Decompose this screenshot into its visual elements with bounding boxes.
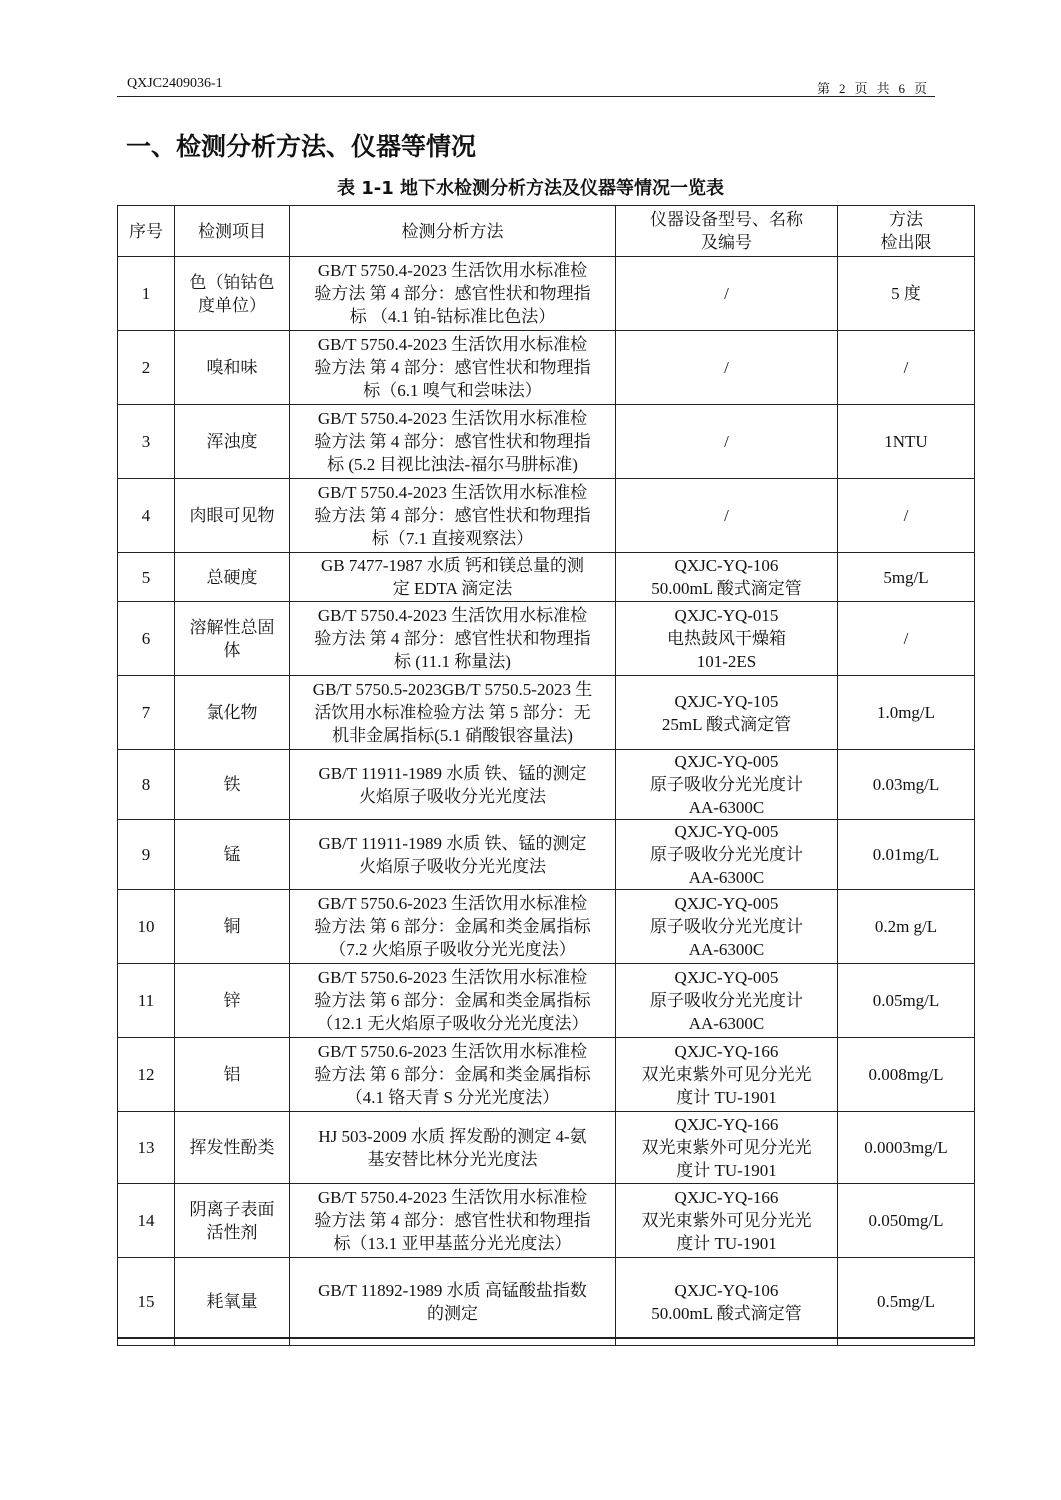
cell-seq: 2 xyxy=(118,331,175,405)
cell-seq: 11 xyxy=(118,964,175,1038)
cell-method: GB/T 5750.5-2023GB/T 5750.5-2023 生 活饮用水标准检验方法 第 5 部分：无 机非金属指标(5.1 硝酸银容量法) xyxy=(290,676,616,750)
cell-method: GB/T 5750.6-2023 生活饮用水标准检 验方法 第 6 部分：金属和类金属指标 （7.2 火焰原子吸收分光光度法） xyxy=(290,890,616,964)
table-row xyxy=(118,405,975,479)
cell-item: 锰 xyxy=(175,820,290,890)
table-header-row xyxy=(118,206,975,257)
cell-seq: 10 xyxy=(118,890,175,964)
cell-detection-limit: / xyxy=(838,602,975,676)
cell-item: 浑浊度 xyxy=(175,405,290,479)
cell-detection-limit: 0.050mg/L xyxy=(838,1184,975,1258)
cell-method: GB/T 5750.4-2023 生活饮用水标准检 验方法 第 4 部分：感官性状和物理指 标 （4.1 铂-钴标准比色法） xyxy=(290,257,616,331)
table-row xyxy=(118,964,975,1038)
table-row xyxy=(118,1038,975,1112)
cell-instrument: / xyxy=(616,405,838,479)
cell-detection-limit: 0.01mg/L xyxy=(838,820,975,890)
cell-seq: 1 xyxy=(118,257,175,331)
cell-instrument: QXJC-YQ-005 原子吸收分光光度计 AA-6300C xyxy=(616,750,838,820)
table-title: 表 1-1 地下水检测分析方法及仪器等情况一览表 xyxy=(336,178,725,199)
cell-detection-limit: 0.008mg/L xyxy=(838,1038,975,1112)
table-body xyxy=(118,257,975,1346)
cell-seq: 8 xyxy=(118,750,175,820)
cell-seq: 15 xyxy=(118,1258,175,1346)
cell-detection-limit: 0.2m g/L xyxy=(838,890,975,964)
cell-item: 耗氧量 xyxy=(175,1258,290,1346)
cell-seq: 13 xyxy=(118,1112,175,1184)
table-row xyxy=(118,1112,975,1184)
cell-method: GB/T 11911-1989 水质 铁、锰的测定 火焰原子吸收分光光度法 xyxy=(290,820,616,890)
table-row xyxy=(118,331,975,405)
section-title: 一、检测分析方法、仪器等情况 xyxy=(126,132,477,161)
cell-method: GB/T 5750.4-2023 生活饮用水标准检 验方法 第 4 部分：感官性状和物理指 标（13.1 亚甲基蓝分光光度法） xyxy=(290,1184,616,1258)
cell-item: 氯化物 xyxy=(175,676,290,750)
cell-instrument: QXJC-YQ-106 50.00mL 酸式滴定管 xyxy=(616,1258,838,1346)
page-number: 第 2 页 共 6 页 xyxy=(816,81,930,96)
cell-detection-limit: 1.0mg/L xyxy=(838,676,975,750)
header-seq: 序号 xyxy=(118,206,175,257)
cell-instrument: QXJC-YQ-106 50.00mL 酸式滴定管 xyxy=(616,553,838,602)
cell-method: GB/T 11911-1989 水质 铁、锰的测定 火焰原子吸收分光光度法 xyxy=(290,750,616,820)
table-row xyxy=(118,1184,975,1258)
cell-detection-limit: / xyxy=(838,331,975,405)
cell-method: GB/T 5750.6-2023 生活饮用水标准检 验方法 第 6 部分：金属和类金属指标 （4.1 铬天青 S 分光光度法） xyxy=(290,1038,616,1112)
header-detection-limit: 方法 检出限 xyxy=(838,206,975,257)
cell-seq: 12 xyxy=(118,1038,175,1112)
cell-instrument: QXJC-YQ-166 双光束紫外可见分光光 度计 TU-1901 xyxy=(616,1184,838,1258)
cell-detection-limit: / xyxy=(838,479,975,553)
cell-instrument: / xyxy=(616,479,838,553)
table-row xyxy=(118,479,975,553)
cell-seq: 6 xyxy=(118,602,175,676)
table-row xyxy=(118,602,975,676)
cell-detection-limit: 0.03mg/L xyxy=(838,750,975,820)
table-row xyxy=(118,257,975,331)
cell-item: 挥发性酚类 xyxy=(175,1112,290,1184)
cell-method: GB/T 5750.6-2023 生活饮用水标准检 验方法 第 6 部分：金属和类金属指标 （12.1 无火焰原子吸收分光光度法） xyxy=(290,964,616,1038)
cell-detection-limit: 1NTU xyxy=(838,405,975,479)
cell-instrument: QXJC-YQ-005 原子吸收分光光度计 AA-6300C xyxy=(616,964,838,1038)
cell-method: GB/T 11892-1989 水质 高锰酸盐指数 的测定 xyxy=(290,1258,616,1346)
cell-method: GB/T 5750.4-2023 生活饮用水标准检 验方法 第 4 部分：感官性状和物理指 标（6.1 嗅气和尝味法） xyxy=(290,331,616,405)
cell-detection-limit: 0.05mg/L xyxy=(838,964,975,1038)
cell-item: 溶解性总固 体 xyxy=(175,602,290,676)
cell-detection-limit: 0.5mg/L xyxy=(838,1258,975,1346)
cell-instrument: QXJC-YQ-015 电热鼓风干燥箱 101-2ES xyxy=(616,602,838,676)
cell-seq: 5 xyxy=(118,553,175,602)
table-bottom-rule xyxy=(117,1337,974,1339)
cell-instrument: QXJC-YQ-166 双光束紫外可见分光光 度计 TU-1901 xyxy=(616,1112,838,1184)
table-row xyxy=(118,750,975,820)
cell-item: 铁 xyxy=(175,750,290,820)
cell-seq: 4 xyxy=(118,479,175,553)
cell-item: 铝 xyxy=(175,1038,290,1112)
cell-detection-limit: 5mg/L xyxy=(838,553,975,602)
cell-method: GB 7477-1987 水质 钙和镁总量的测 定 EDTA 滴定法 xyxy=(290,553,616,602)
cell-item: 嗅和味 xyxy=(175,331,290,405)
table-row xyxy=(118,553,975,602)
cell-detection-limit: 0.0003mg/L xyxy=(838,1112,975,1184)
cell-method: HJ 503-2009 水质 挥发酚的测定 4-氨 基安替比林分光光度法 xyxy=(290,1112,616,1184)
cell-instrument: QXJC-YQ-005 原子吸收分光光度计 AA-6300C xyxy=(616,890,838,964)
table-row xyxy=(118,890,975,964)
cell-seq: 3 xyxy=(118,405,175,479)
cell-seq: 14 xyxy=(118,1184,175,1258)
cell-item: 总硬度 xyxy=(175,553,290,602)
cell-method: GB/T 5750.4-2023 生活饮用水标准检 验方法 第 4 部分：感官性状和物理指 标 (5.2 目视比浊法-福尔马肼标准) xyxy=(290,405,616,479)
cell-item: 阴离子表面 活性剂 xyxy=(175,1184,290,1258)
cell-item: 肉眼可见物 xyxy=(175,479,290,553)
cell-item: 锌 xyxy=(175,964,290,1038)
cell-seq: 7 xyxy=(118,676,175,750)
page-header xyxy=(117,74,935,97)
cell-method: GB/T 5750.4-2023 生活饮用水标准检 验方法 第 4 部分：感官性状和物理指 标（7.1 直接观察法） xyxy=(290,479,616,553)
header-method: 检测分析方法 xyxy=(290,206,616,257)
table-row xyxy=(118,676,975,750)
table-row xyxy=(118,820,975,890)
cell-method: GB/T 5750.4-2023 生活饮用水标准检 验方法 第 4 部分：感官性状和物理指 标 (11.1 称量法) xyxy=(290,602,616,676)
header-item: 检测项目 xyxy=(175,206,290,257)
methods-table xyxy=(117,205,975,1346)
document-id: QXJC2409036-1 xyxy=(127,76,223,91)
cell-instrument: / xyxy=(616,331,838,405)
header-instrument: 仪器设备型号、名称 及编号 xyxy=(616,206,838,257)
cell-seq: 9 xyxy=(118,820,175,890)
cell-item: 色（铂钴色 度单位） xyxy=(175,257,290,331)
cell-instrument: QXJC-YQ-166 双光束紫外可见分光光 度计 TU-1901 xyxy=(616,1038,838,1112)
cell-instrument: QXJC-YQ-005 原子吸收分光光度计 AA-6300C xyxy=(616,820,838,890)
table-row xyxy=(118,1258,975,1346)
cell-instrument: / xyxy=(616,257,838,331)
cell-item: 铜 xyxy=(175,890,290,964)
cell-instrument: QXJC-YQ-105 25mL 酸式滴定管 xyxy=(616,676,838,750)
cell-detection-limit: 5 度 xyxy=(838,257,975,331)
